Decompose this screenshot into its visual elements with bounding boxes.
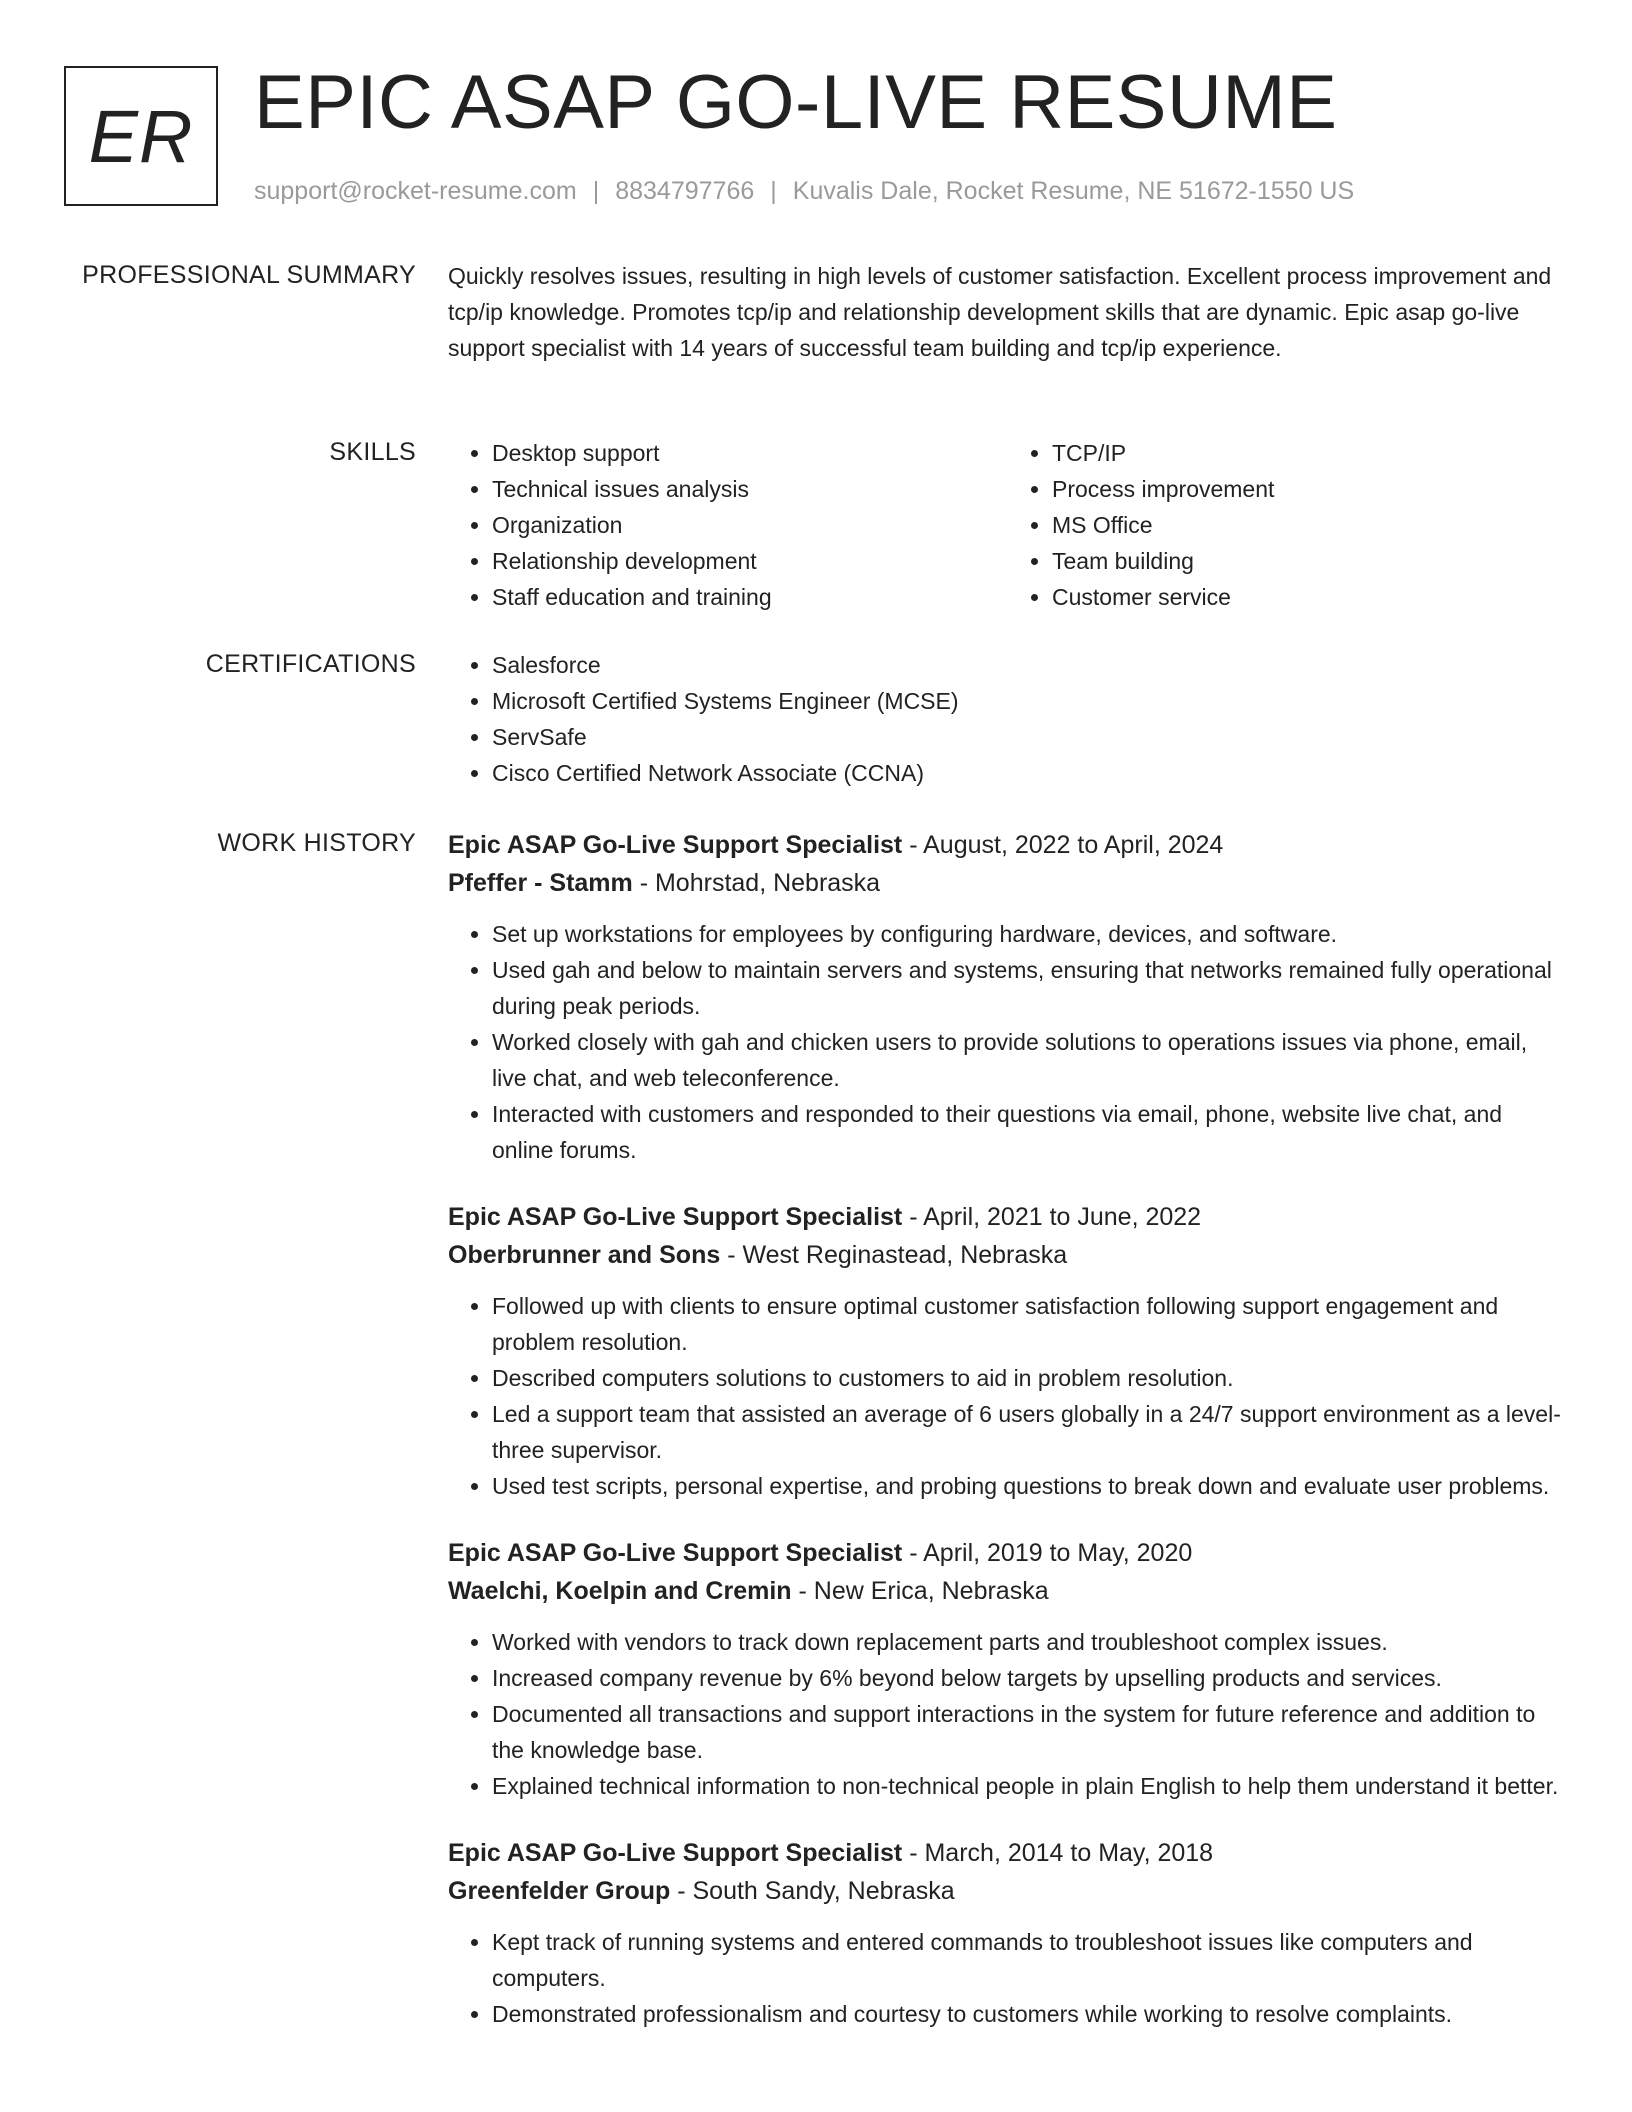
job-bullets (448, 1624, 1568, 1804)
resume-header (0, 0, 1632, 230)
job-title-line: Epic ASAP Go-Live Support Specialist - August, 2022 to April, 2024 (448, 831, 1224, 859)
job-title-line: Epic ASAP Go-Live Support Specialist - April, 2021 to June, 2022 (448, 1203, 1202, 1231)
skill-item: • Organization (492, 507, 1008, 543)
job-company: Pfeffer - Stamm (448, 869, 633, 897)
skill-item: • Desktop support (492, 435, 1008, 471)
skill-item: • Technical issues analysis (492, 471, 1008, 507)
certification-item: • ServSafe (492, 719, 1568, 755)
skill-item: • MS Office (1052, 507, 1568, 543)
certifications-body (448, 647, 1568, 791)
job-bullet: • Documented all transactions and support interactions in the system for future reference and addition to the knowledge base. (492, 1696, 1568, 1768)
resume-title: EPIC ASAP GO-LIVE RESUME (254, 60, 1338, 145)
certifications-list (448, 647, 1568, 791)
job-title: Epic ASAP Go-Live Support Specialist (448, 1839, 903, 1867)
job-location: South Sandy, Nebraska (692, 1877, 955, 1905)
job-title: Epic ASAP Go-Live Support Specialist (448, 1203, 903, 1231)
job-company-line: Greenfelder Group - South Sandy, Nebraska (448, 1877, 955, 1905)
job-company-line: Oberbrunner and Sons - West Reginastead, Nebraska (448, 1241, 1068, 1269)
job-entry (448, 826, 1568, 1168)
job-bullet: • Used gah and below to maintain servers and systems, ensuring that networks remained fully operational during peak periods. (492, 952, 1568, 1024)
job-location: New Erica, Nebraska (813, 1577, 1049, 1605)
contact-email[interactable]: support@rocket-resume.com (254, 177, 577, 205)
job-dates: August, 2022 to April, 2024 (923, 831, 1224, 859)
job-bullet: • Used test scripts, personal expertise, and probing questions to break down and evaluate user problems. (492, 1468, 1568, 1504)
contact-line (254, 174, 1354, 208)
certification-item: • Salesforce (492, 647, 1568, 683)
monogram-logo: ER (64, 66, 218, 206)
job-title-line: Epic ASAP Go-Live Support Specialist - April, 2019 to May, 2020 (448, 1539, 1193, 1567)
job-bullet: • Increased company revenue by 6% beyond below targets by upselling products and services. (492, 1660, 1568, 1696)
skills-body (448, 435, 1568, 615)
skill-item: • Process improvement (1052, 471, 1568, 507)
section-label-work-history: WORK HISTORY (217, 829, 416, 857)
job-dates: April, 2019 to May, 2020 (923, 1539, 1193, 1567)
skill-item: • Team building (1052, 543, 1568, 579)
separator: | (770, 177, 777, 205)
skill-item: • TCP/IP (1052, 435, 1568, 471)
job-bullet: • Led a support team that assisted an average of 6 users globally in a 24/7 support environment as a level-three supervisor. (492, 1396, 1568, 1468)
summary-body (448, 258, 1568, 366)
job-bullet: • Explained technical information to non-technical people in plain English to help them understand it better. (492, 1768, 1568, 1804)
job-bullet: • Interacted with customers and responded to their questions via email, phone, website live chat, and online forums. (492, 1096, 1568, 1168)
job-bullet: • Kept track of running systems and entered commands to troubleshoot issues like computers and computers. (492, 1924, 1568, 1996)
job-dates: March, 2014 to May, 2018 (924, 1839, 1214, 1867)
certification-item: • Cisco Certified Network Associate (CCNA) (492, 755, 1568, 791)
section-label-certifications: CERTIFICATIONS (205, 650, 416, 678)
job-entry (448, 1834, 1568, 2032)
job-company-line: Waelchi, Koelpin and Cremin - New Erica, Nebraska (448, 1577, 1049, 1605)
job-bullet: • Followed up with clients to ensure optimal customer satisfaction following support engagement and problem resolution. (492, 1288, 1568, 1360)
job-bullets (448, 1924, 1568, 2032)
job-company: Waelchi, Koelpin and Cremin (448, 1577, 792, 1605)
job-title: Epic ASAP Go-Live Support Specialist (448, 1539, 903, 1567)
job-title: Epic ASAP Go-Live Support Specialist (448, 831, 903, 859)
job-company-line: Pfeffer - Stamm - Mohrstad, Nebraska (448, 869, 881, 897)
section-label-summary: PROFESSIONAL SUMMARY (82, 261, 416, 289)
separator: | (592, 177, 600, 205)
section-label-skills: SKILLS (329, 438, 416, 466)
skills-list-right (1008, 435, 1568, 615)
job-bullet: • Set up workstations for employees by configuring hardware, devices, and software. (492, 916, 1568, 952)
job-bullets (448, 916, 1568, 1168)
summary-text: Quickly resolves issues, resulting in high levels of customer satisfaction. Excellent process improvement and tcp/ip knowledge. Promotes tcp/ip and relationship development skills that are dynamic. Epic asap go-live support specialist with 14 years of successful team building and tcp/ip experience. (448, 263, 1552, 361)
work-history-body (448, 826, 1568, 2062)
job-bullet: • Worked with vendors to track down replacement parts and troubleshoot complex issues. (492, 1624, 1568, 1660)
job-entry (448, 1534, 1568, 1804)
job-company: Greenfelder Group (448, 1877, 671, 1905)
skills-list-left (448, 435, 1008, 615)
skill-item: • Customer service (1052, 579, 1568, 615)
certification-item: • Microsoft Certified Systems Engineer (MCSE) (492, 683, 1568, 719)
contact-phone[interactable]: 8834797766 (615, 177, 755, 205)
job-location: West Reginastead, Nebraska (742, 1241, 1068, 1269)
job-title-line: Epic ASAP Go-Live Support Specialist - March, 2014 to May, 2018 (448, 1839, 1214, 1867)
job-bullet: • Described computers solutions to customers to aid in problem resolution. (492, 1360, 1568, 1396)
job-dates: April, 2021 to June, 2022 (923, 1203, 1202, 1231)
skill-item: • Staff education and training (492, 579, 1008, 615)
job-bullets (448, 1288, 1568, 1504)
job-bullet: • Worked closely with gah and chicken users to provide solutions to operations issues via phone, email, live chat, and web teleconference. (492, 1024, 1568, 1096)
skill-item: • Relationship development (492, 543, 1008, 579)
job-location: Mohrstad, Nebraska (654, 869, 881, 897)
job-company: Oberbrunner and Sons (448, 1241, 721, 1269)
contact-address: Kuvalis Dale, Rocket Resume, NE 51672-1550 US (792, 177, 1355, 205)
job-entry (448, 1198, 1568, 1504)
job-bullet: • Demonstrated professionalism and courtesy to customers while working to resolve complaints. (492, 1996, 1568, 2032)
